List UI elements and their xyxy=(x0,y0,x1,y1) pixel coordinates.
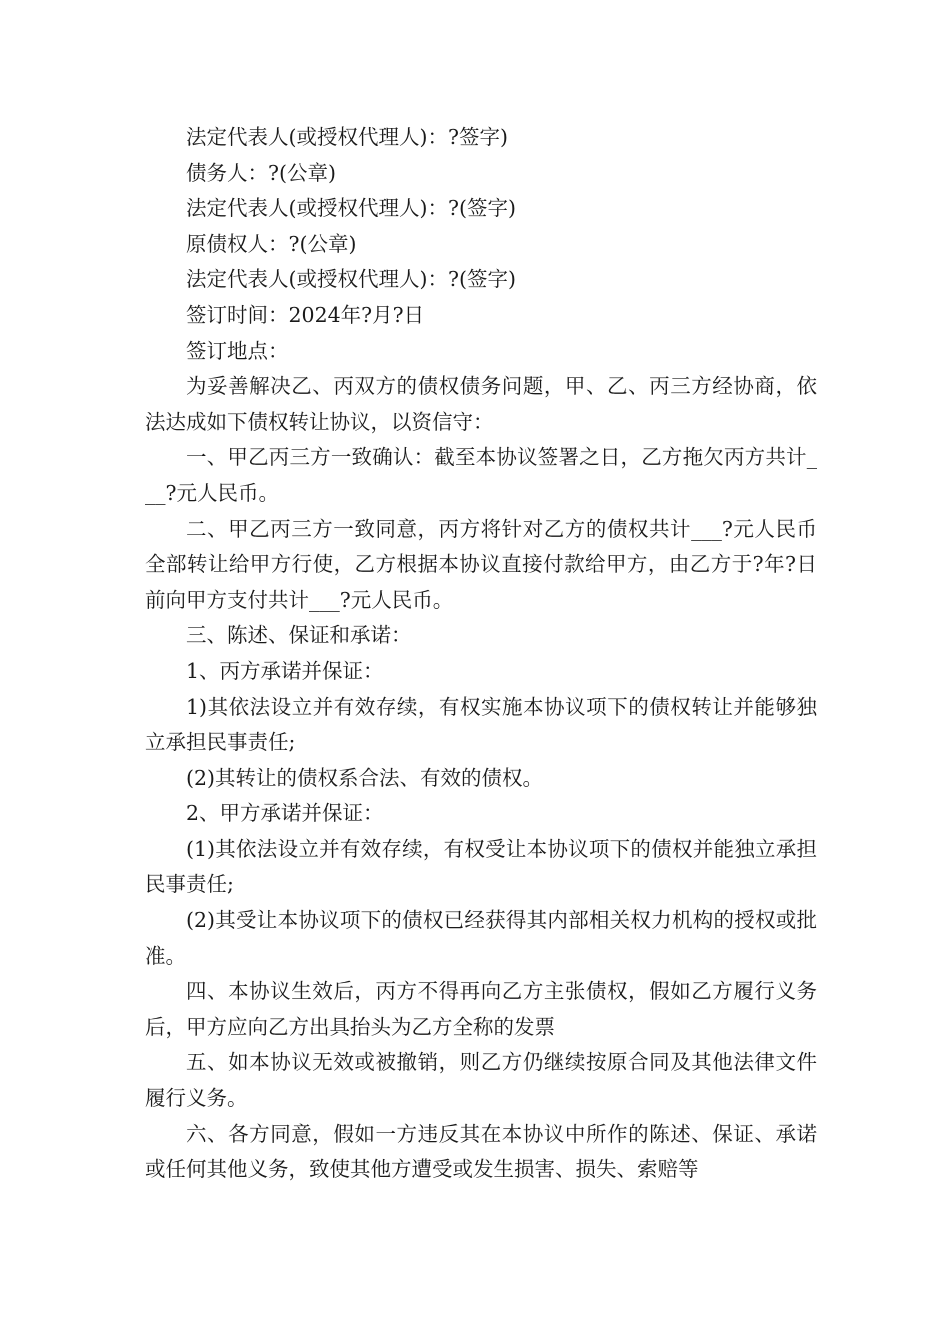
clause-2: 二、甲乙丙三方一致同意，丙方将针对乙方的债权共计___?元人民币全部转让给甲方行使，乙方根据本协议直接付款给甲方，由乙方于?年?日前向甲方支付共计___?元人民币。 xyxy=(145,516,817,612)
preamble-paragraph: 为妥善解决乙、丙双方的债权债务问题，甲、乙、丙三方经协商，依法达成如下债权转让协议，以资信守： xyxy=(145,374,817,434)
signing-date-line: 签订时间：2024年?月?日 xyxy=(186,302,425,327)
clause-5: 五、如本协议无效或被撤销，则乙方仍继续按原合同及其他法律文件履行义务。 xyxy=(145,1050,817,1111)
signature-line-legal-rep-2: 法定代表人(或授权代理人)：?(签字) xyxy=(186,196,516,221)
clause-3-1-item-2: (2)其转让的债权系合法、有效的债权。 xyxy=(186,765,544,790)
signing-place-line: 签订地点： xyxy=(186,338,289,363)
document-body xyxy=(145,120,817,1188)
clause-3-2-item-2: (2)其受让本协议项下的债权已经获得其内部相关权力机构的授权或批准。 xyxy=(145,908,817,968)
debtor-seal-line: 债务人：?(公章) xyxy=(186,160,336,185)
clause-3-2-item-1: (1)其依法设立并有效存续，有权受让本协议项下的债权并能独立承担民事责任; xyxy=(145,836,817,897)
clause-6: 六、各方同意，假如一方违反其在本协议中所作的陈述、保证、承诺或任何其他义务，致使其他方遭受或发生损害、损失、索赔等 xyxy=(145,1121,817,1182)
signature-line-legal-rep-3: 法定代表人(或授权代理人)：?(签字) xyxy=(186,267,516,292)
clause-3-2-heading: 2、甲方承诺并保证： xyxy=(186,801,384,826)
clause-3-1-item-1: 1)其依法设立并有效存续，有权实施本协议项下的债权转让并能够独立承担民事责任; xyxy=(145,694,817,755)
clause-3-1-heading: 1、丙方承诺并保证： xyxy=(186,658,384,683)
clause-4: 四、本协议生效后，丙方不得再向乙方主张债权，假如乙方履行义务后，甲方应向乙方出具抬头为乙方全称的发票 xyxy=(145,979,817,1039)
clause-3-heading: 三、陈述、保证和承诺： xyxy=(186,623,412,648)
signature-line-legal-rep-1: 法定代表人(或授权代理人)：?签字) xyxy=(186,125,508,149)
original-creditor-seal-line: 原债权人：?(公章) xyxy=(186,231,357,256)
clause-1: 一、甲乙丙三方一致确认：截至本协议签署之日，乙方拖欠丙方共计___?元人民币。 xyxy=(145,445,817,505)
